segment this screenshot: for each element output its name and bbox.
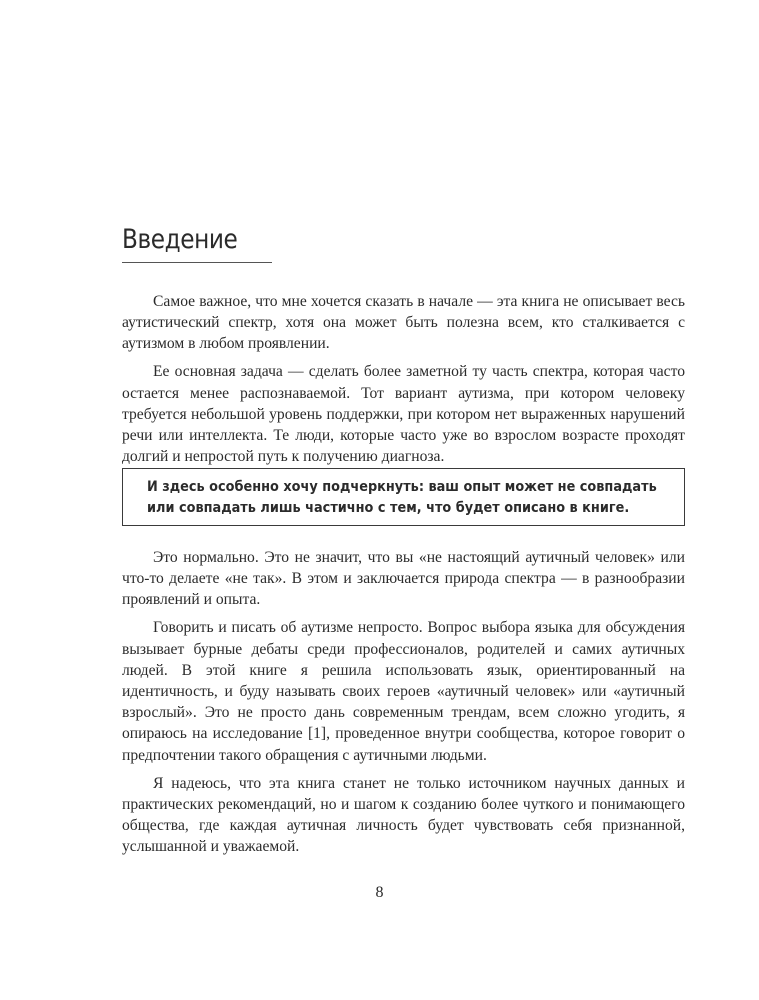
- paragraph: Я надеюсь, что эта книга станет не только источником научных данных и практических рекомендаций, но и шагом к созданию более чуткого и понимающего общества, где каждая аутичная личность будет чувствовать себя признанной, услышанной и уважаемой.: [122, 774, 685, 856]
- callout-text: И здесь особенно хочу подчеркнуть: ваш опыт может не совпадать или совпадать лишь частично с тем, что будет описано в книге.: [147, 479, 657, 516]
- page-number: 8: [375, 884, 384, 901]
- title-underline: [122, 262, 272, 263]
- highlight-callout-box: [122, 468, 685, 526]
- paragraph: Ее основная задача — сделать более заметной ту часть спектра, которая часто остается менее распознаваемой. Тот вариант аутизма, при котором человеку требуется небольшой уровень поддержки, при котором нет выраженных нарушений речи или интеллекта. Те люди, которые часто уже во взрослом возрасте проходят долгий и непростой путь к получению диагноза.: [122, 363, 685, 466]
- paragraph: Говорить и писать об аутизме непросто. Вопрос выбора языка для обсуждения вызывает бурные дебаты среди профессионалов, родителей и самих аутичных людей. В этой книге я решила использовать язык, ориентированный на идентичность, и буду называть своих героев «аутичный человек» или «аутичный взрослый». Это не просто дань современным трендам, всем сложно угодить, я опираюсь на исследование [1], проведенное внутри сообщества, которое говорит о предпочтении такого обращения с аутичными людьми.: [122, 619, 685, 764]
- main-text-block: [122, 547, 685, 864]
- paragraph: Это нормально. Это не значит, что вы «не настоящий аутичный человек» или что-то делаете «не так». В этом и заключается природа спектра — в разнообразии проявлений и опыта.: [122, 549, 685, 609]
- paragraph: Самое важное, что мне хочется сказать в начале — эта книга не описывает весь аутистический спектр, хотя она может быть полезна всем, кто сталкивается с аутизмом в любом проявлении.: [122, 293, 685, 353]
- chapter-title: Введение: [122, 224, 238, 255]
- intro-text-block: [122, 291, 685, 474]
